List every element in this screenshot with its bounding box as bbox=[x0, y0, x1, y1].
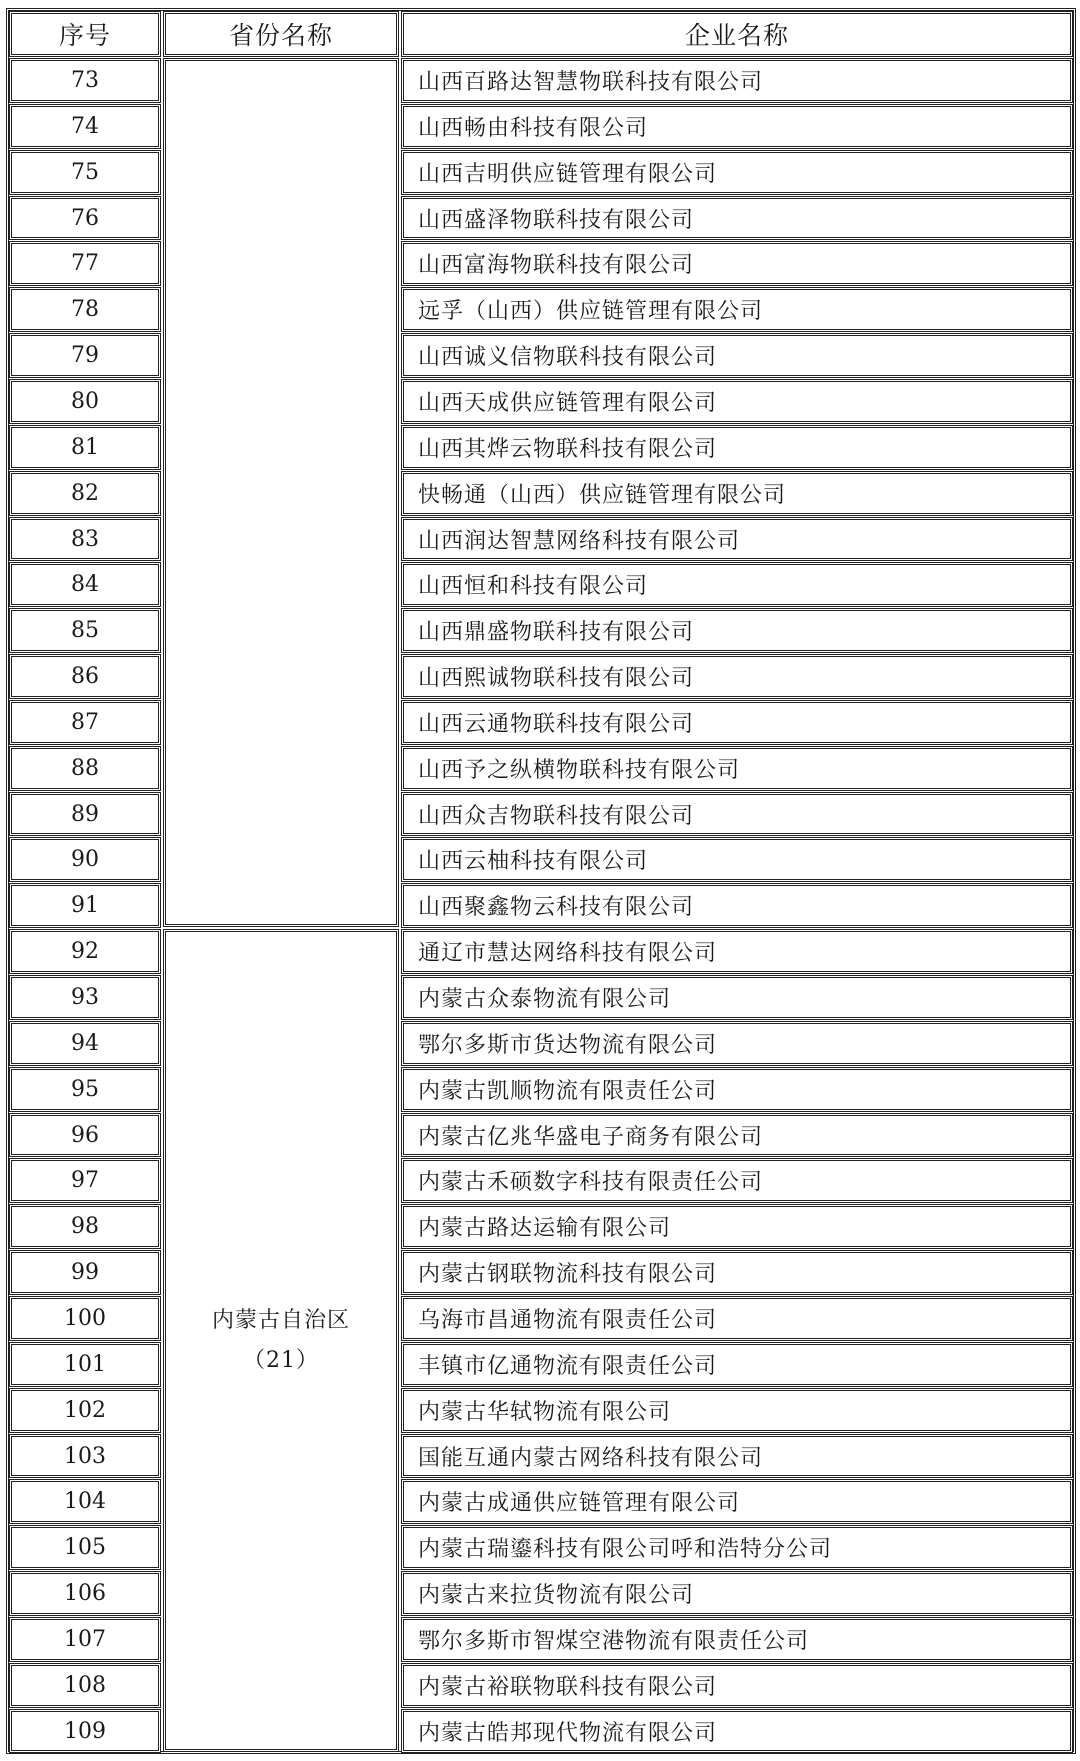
row-number: 98 bbox=[9, 1204, 161, 1249]
row-number: 86 bbox=[9, 654, 161, 699]
company-name: 内蒙古华轼物流有限公司 bbox=[401, 1388, 1073, 1433]
company-name: 通辽市慧达网络科技有限公司 bbox=[401, 929, 1073, 974]
company-name: 山西天成供应链管理有限公司 bbox=[401, 379, 1073, 424]
row-number: 105 bbox=[9, 1525, 161, 1570]
company-name: 山西诚义信物联科技有限公司 bbox=[401, 333, 1073, 378]
row-number: 96 bbox=[9, 1113, 161, 1157]
company-name: 山西百路达智慧物联科技有限公司 bbox=[401, 58, 1073, 103]
row-number: 108 bbox=[9, 1663, 161, 1708]
company-name: 山西聚鑫物云科技有限公司 bbox=[401, 883, 1073, 928]
row-number: 88 bbox=[9, 746, 161, 791]
row-number: 92 bbox=[9, 929, 161, 974]
company-name: 远孚（山西）供应链管理有限公司 bbox=[401, 287, 1073, 332]
row-number: 77 bbox=[9, 241, 161, 286]
row-number: 94 bbox=[9, 1021, 161, 1066]
company-name: 丰镇市亿通物流有限责任公司 bbox=[401, 1342, 1073, 1387]
row-number: 107 bbox=[9, 1617, 161, 1662]
row-number: 85 bbox=[9, 608, 161, 653]
company-name: 山西恒和科技有限公司 bbox=[401, 562, 1073, 607]
province-count: （21） bbox=[243, 1347, 319, 1373]
row-number: 101 bbox=[9, 1342, 161, 1387]
row-number: 73 bbox=[9, 58, 161, 103]
header-province: 省份名称 bbox=[163, 11, 399, 57]
row-number: 99 bbox=[9, 1250, 161, 1295]
row-number: 102 bbox=[9, 1388, 161, 1433]
company-list-table bbox=[6, 8, 1076, 1754]
company-name: 内蒙古禾硕数字科技有限责任公司 bbox=[401, 1158, 1073, 1203]
company-name: 内蒙古来拉货物流有限公司 bbox=[401, 1571, 1073, 1616]
company-name: 山西富海物联科技有限公司 bbox=[401, 241, 1073, 286]
province-cell-inner-mongolia bbox=[163, 929, 399, 1752]
company-name: 山西润达智慧网络科技有限公司 bbox=[401, 517, 1073, 561]
row-number: 97 bbox=[9, 1158, 161, 1203]
row-number: 100 bbox=[9, 1296, 161, 1341]
row-number: 82 bbox=[9, 471, 161, 516]
company-name: 鄂尔多斯市货达物流有限公司 bbox=[401, 1021, 1073, 1066]
row-number: 106 bbox=[9, 1571, 161, 1616]
row-number: 84 bbox=[9, 562, 161, 607]
row-number: 103 bbox=[9, 1434, 161, 1478]
company-name: 乌海市昌通物流有限责任公司 bbox=[401, 1296, 1073, 1341]
row-number: 90 bbox=[9, 837, 161, 882]
row-number: 74 bbox=[9, 104, 161, 149]
company-name: 快畅通（山西）供应链管理有限公司 bbox=[401, 471, 1073, 516]
company-name: 山西予之纵横物联科技有限公司 bbox=[401, 746, 1073, 791]
row-number: 79 bbox=[9, 333, 161, 378]
company-name: 山西畅由科技有限公司 bbox=[401, 104, 1073, 149]
company-name: 内蒙古成通供应链管理有限公司 bbox=[401, 1479, 1073, 1524]
row-number: 104 bbox=[9, 1479, 161, 1524]
row-number: 80 bbox=[9, 379, 161, 424]
company-name: 内蒙古凯顺物流有限责任公司 bbox=[401, 1067, 1073, 1112]
company-name: 山西鼎盛物联科技有限公司 bbox=[401, 608, 1073, 653]
row-number: 93 bbox=[9, 975, 161, 1020]
company-name: 内蒙古皓邦现代物流有限公司 bbox=[401, 1709, 1073, 1753]
row-number: 89 bbox=[9, 792, 161, 836]
company-name: 山西云通物联科技有限公司 bbox=[401, 700, 1073, 745]
row-number: 95 bbox=[9, 1067, 161, 1112]
company-name: 山西云柚科技有限公司 bbox=[401, 837, 1073, 882]
company-name: 山西其烨云物联科技有限公司 bbox=[401, 425, 1073, 470]
row-number: 91 bbox=[9, 883, 161, 928]
company-name: 国能互通内蒙古网络科技有限公司 bbox=[401, 1434, 1073, 1478]
company-name: 内蒙古瑞鎏科技有限公司呼和浩特分公司 bbox=[401, 1525, 1073, 1570]
row-number: 109 bbox=[9, 1709, 161, 1753]
company-name: 内蒙古钢联物流科技有限公司 bbox=[401, 1250, 1073, 1295]
company-name: 内蒙古众泰物流有限公司 bbox=[401, 975, 1073, 1020]
company-name: 内蒙古路达运输有限公司 bbox=[401, 1204, 1073, 1249]
province-name: 内蒙古自治区 bbox=[211, 1307, 350, 1333]
row-number: 78 bbox=[9, 287, 161, 332]
province-cell-shanxi bbox=[163, 58, 399, 927]
header-company: 企业名称 bbox=[401, 11, 1073, 57]
row-number: 75 bbox=[9, 150, 161, 195]
company-name: 山西盛泽物联科技有限公司 bbox=[401, 196, 1073, 240]
company-name: 内蒙古裕联物联科技有限公司 bbox=[401, 1663, 1073, 1708]
company-name: 山西熙诚物联科技有限公司 bbox=[401, 654, 1073, 699]
row-number: 83 bbox=[9, 517, 161, 561]
company-name: 山西吉明供应链管理有限公司 bbox=[401, 150, 1073, 195]
row-number: 87 bbox=[9, 700, 161, 745]
company-name: 鄂尔多斯市智煤空港物流有限责任公司 bbox=[401, 1617, 1073, 1662]
company-name: 内蒙古亿兆华盛电子商务有限公司 bbox=[401, 1113, 1073, 1157]
row-number: 76 bbox=[9, 196, 161, 240]
header-seq: 序号 bbox=[9, 11, 161, 57]
company-name: 山西众吉物联科技有限公司 bbox=[401, 792, 1073, 836]
row-number: 81 bbox=[9, 425, 161, 470]
